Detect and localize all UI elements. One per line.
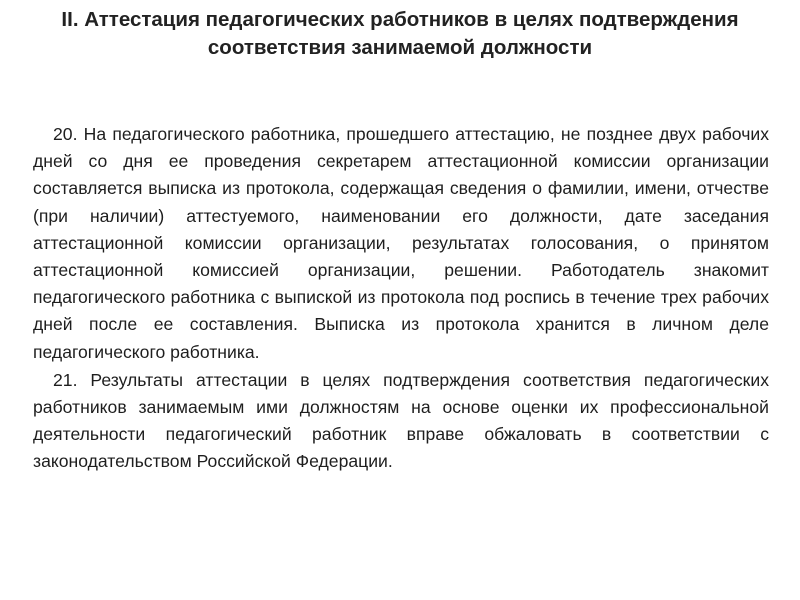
paragraph-21: 21. Результаты аттестации в целях подтверждения соответствия педагогических работников занимаемым ими должностям на основе оценки их профессиональной деятельности педагогический работник вправе обжаловать в соответствии с законодательством Российской Федерации. — [33, 369, 769, 472]
paragraph-20: 20. На педагогического работника, прошедшего аттестацию, не позднее двух рабочих дней со дня ее проведения секретарем аттестационной комиссии организации составляется выписка из протокола, содержащая сведения о фамилии, имени, отчестве (при наличии) аттестуемого, наименовании его должности, дате заседания аттестационной комиссии организации, результатах голосования, о принятом аттестационной комиссией организации, решении. Работодатель знакомит педагогического работника с выпиской из протокола под роспись в течение трех рабочих дней после ее составления. Выписка из протокола хранится в личном деле педагогического работника. — [33, 124, 769, 362]
slide-body — [33, 121, 769, 477]
slide-title: II. Аттестация педагогических работников в целях подтверждения соответствия занимаемой должности — [61, 8, 739, 59]
